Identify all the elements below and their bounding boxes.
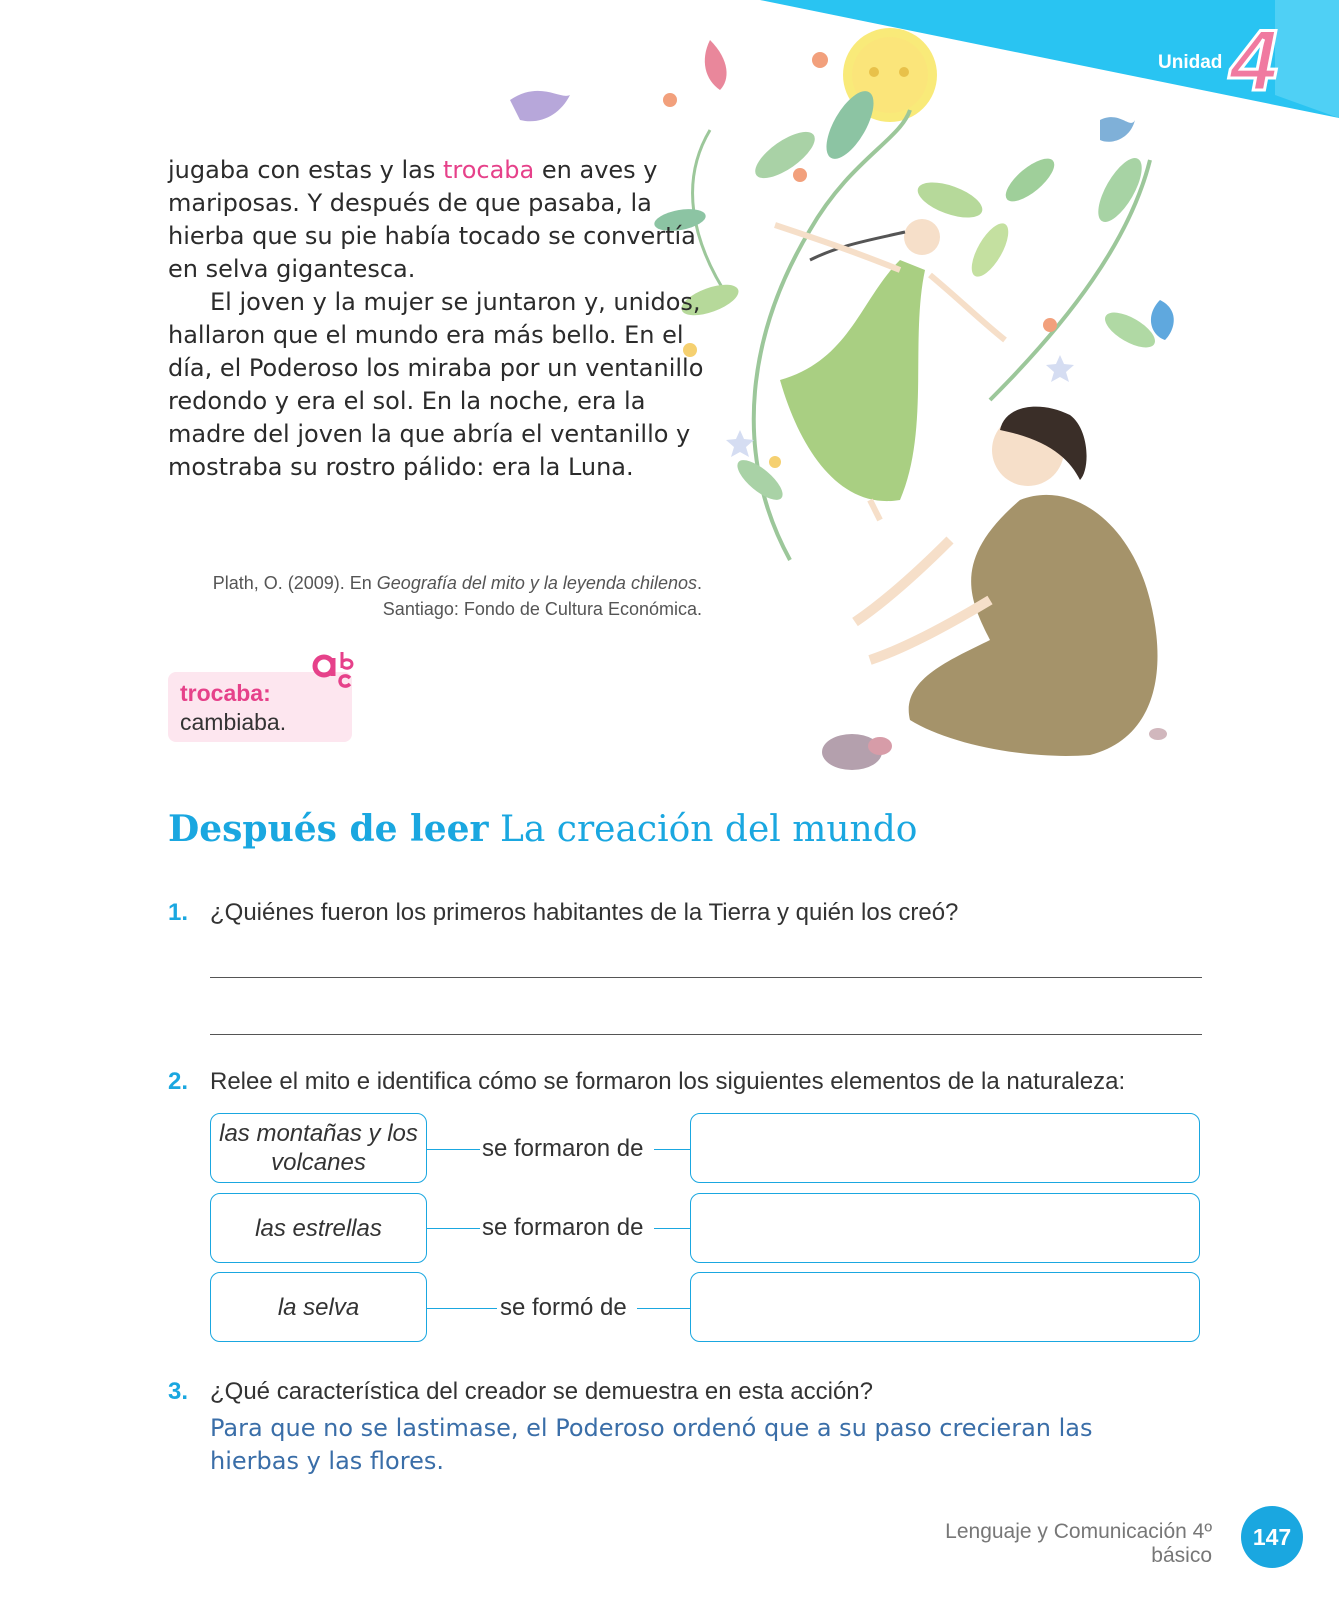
connector-line: [637, 1308, 690, 1309]
element-box-stars: las estrellas: [210, 1193, 427, 1263]
connector-line: [427, 1149, 480, 1150]
story-p1-start: jugaba con estas y las: [168, 156, 443, 184]
citation-book: Geografía del mito y la leyenda chilenos: [376, 573, 697, 593]
citation-author: Plath, O. (2009). En: [212, 573, 377, 593]
citation-end: .: [696, 573, 702, 593]
connector-line: [427, 1308, 497, 1309]
footer-subject: Lenguaje y Comunicación 4º básico: [945, 1520, 1212, 1567]
glossary-term: trocaba:: [180, 680, 271, 706]
question-2-text: Relee el mito e identifica cómo se formaron los siguientes elementos de la naturaleza:: [210, 1068, 1126, 1095]
question-3-number: 3.: [168, 1378, 189, 1405]
section-title: [168, 808, 917, 850]
citation: [160, 570, 702, 622]
answer-line-2[interactable]: [210, 1034, 1202, 1035]
connector-label: se formó de: [500, 1294, 627, 1321]
story-p1-end: en aves y mariposas. Y después de que pasaba, la hierba que su pie había tocado se convertía en selva gigantesca.: [168, 156, 696, 283]
unit-number: 4: [1230, 13, 1278, 109]
story-text: [168, 154, 708, 484]
story-paragraph-2: El joven y la mujer se juntaron y, unidos, hallaron que el mundo era más bello. En el día, el Poderoso los miraba por un ventanillo redondo y era el sol. En la noche, era la madre del joven la que abría el ventanillo y mostraba su rostro pálido: era la Luna.: [168, 288, 704, 481]
glossary-definition: cambiaba.: [180, 709, 287, 735]
connector-line: [654, 1228, 690, 1229]
answer-box-jungle[interactable]: [690, 1272, 1200, 1342]
section-title-bold: Después de leer: [168, 808, 489, 850]
unit-label: Unidad: [1158, 52, 1223, 73]
connector-label: se formaron de: [482, 1135, 644, 1162]
question-3-quote: Para que no se lastimase, el Poderoso ordenó que a su paso crecieran las hierbas y las flores.: [210, 1414, 1093, 1475]
question-2-number: 2.: [168, 1068, 189, 1095]
question-3-text: ¿Qué característica del creador se demuestra en esta acción?: [210, 1378, 873, 1405]
story-paragraph-1: [168, 154, 708, 286]
element-box-mountains: las montañas y los volcanes: [210, 1113, 427, 1183]
element-box-jungle: la selva: [210, 1272, 427, 1342]
question-1-number: 1.: [168, 899, 189, 926]
connector-line: [654, 1149, 690, 1150]
answer-box-stars[interactable]: [690, 1193, 1200, 1263]
citation-publisher: Santiago: Fondo de Cultura Económica.: [382, 599, 702, 619]
section-title-rest: La creación del mundo: [499, 809, 918, 850]
connector-label: se formaron de: [482, 1214, 644, 1241]
answer-line-1[interactable]: [210, 977, 1202, 978]
question-1-text: ¿Quiénes fueron los primeros habitantes de la Tierra y quién los creó?: [210, 899, 959, 926]
connector-line: [427, 1228, 480, 1229]
answer-box-mountains[interactable]: [690, 1113, 1200, 1183]
glossary-abc-icon: [310, 648, 358, 696]
glossary-highlight-word: trocaba: [442, 156, 535, 184]
page-number: 147: [1241, 1506, 1303, 1568]
